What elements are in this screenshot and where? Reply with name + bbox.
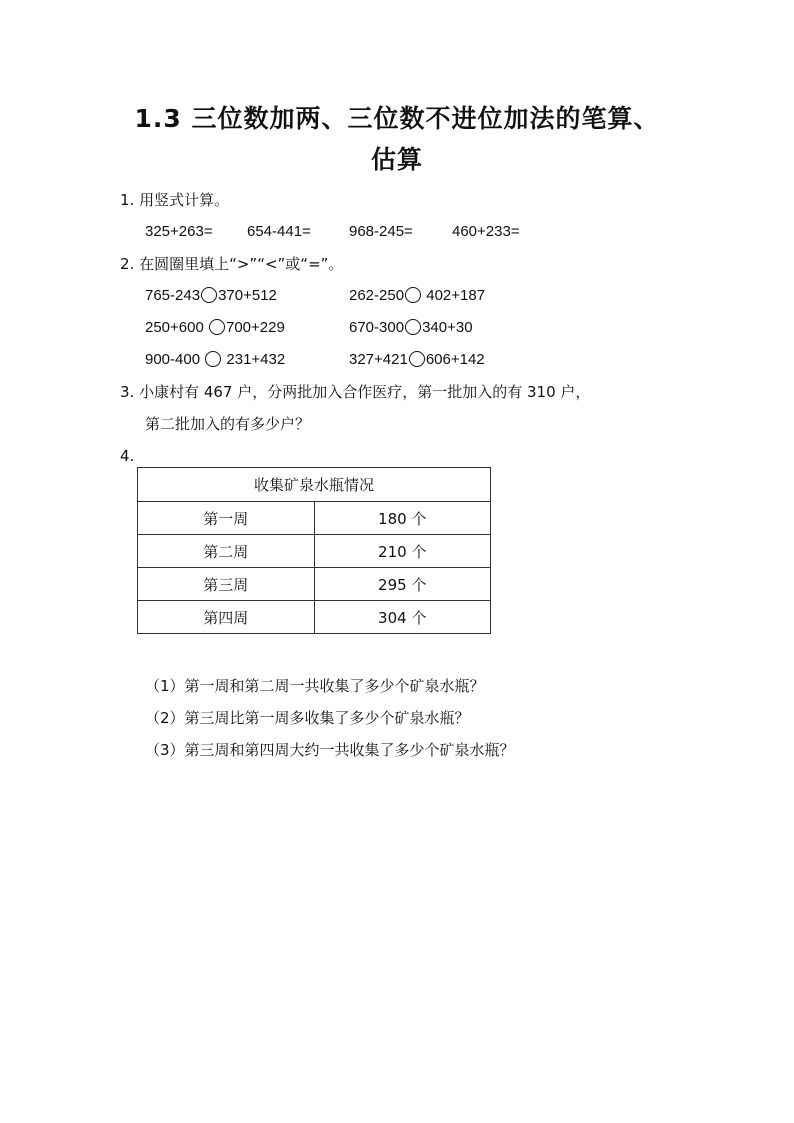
compare-item xyxy=(145,286,277,306)
compare-right: 606+142 xyxy=(425,351,485,368)
subquestion-2: （2）第三周比第一周多收集了多少个矿泉水瓶？ xyxy=(145,709,470,727)
compare-item xyxy=(145,318,285,338)
week-cell: 第一周 xyxy=(138,502,315,535)
compare-left: 900-400 xyxy=(145,351,205,368)
compare-left: 670-300 xyxy=(349,319,405,336)
calc-item-4: 460+233= xyxy=(452,223,520,240)
calc-item-2: 654-441= xyxy=(247,223,311,240)
compare-right: 231+432 xyxy=(222,351,286,368)
compare-left: 262-250 xyxy=(349,287,405,304)
compare-left: 327+421 xyxy=(349,351,408,368)
compare-left: 250+600 xyxy=(145,319,208,336)
week-cell: 第三周 xyxy=(138,568,315,601)
answer-circle[interactable] xyxy=(201,287,217,303)
question-1-label: 1. 用竖式计算。 xyxy=(120,191,230,209)
answer-circle[interactable] xyxy=(409,351,425,367)
question-4-label: 4. xyxy=(120,447,135,465)
subquestion-3: （3）第三周和第四周大约一共收集了多少个矿泉水瓶？ xyxy=(145,741,515,759)
question-3-line-1: 3. 小康村有 467 户，分两批加入合作医疗，第一批加入的有 310 户， xyxy=(120,383,591,401)
compare-right: 340+30 xyxy=(422,319,473,336)
calc-item-3: 968-245= xyxy=(349,223,413,240)
week-cell: 第二周 xyxy=(138,535,315,568)
bottle-collection-table xyxy=(137,467,491,634)
page-title-line-1: 1.3 三位数加两、三位数不进位加法的笔算、 xyxy=(134,104,660,133)
answer-circle[interactable] xyxy=(205,351,221,367)
table-row xyxy=(138,568,491,601)
question-3-line-2: 第二批加入的有多少户？ xyxy=(145,415,311,433)
compare-right: 700+229 xyxy=(225,319,285,336)
count-cell: 210 个 xyxy=(314,535,491,568)
compare-item xyxy=(145,350,285,370)
answer-circle[interactable] xyxy=(405,287,421,303)
compare-item xyxy=(349,318,473,338)
count-cell: 295 个 xyxy=(314,568,491,601)
compare-item xyxy=(349,286,485,306)
table-row xyxy=(138,601,491,634)
week-cell: 第四周 xyxy=(138,601,315,634)
question-2-label: 2. 在圆圈里填上“>”“<”或“=”。 xyxy=(120,255,344,273)
compare-right: 402+187 xyxy=(422,287,486,304)
compare-right: 370+512 xyxy=(218,287,277,304)
count-cell: 180 个 xyxy=(314,502,491,535)
answer-circle[interactable] xyxy=(209,319,225,335)
table-row xyxy=(138,535,491,568)
subquestion-1: （1）第一周和第二周一共收集了多少个矿泉水瓶？ xyxy=(145,677,485,695)
count-cell: 304 个 xyxy=(314,601,491,634)
calc-item-1: 325+263= xyxy=(145,223,213,240)
compare-left: 765-243 xyxy=(145,287,201,304)
page-title-line-2: 估算 xyxy=(370,145,423,174)
table-title-row xyxy=(138,468,491,502)
table-title: 收集矿泉水瓶情况 xyxy=(138,468,491,502)
table-row xyxy=(138,502,491,535)
answer-circle[interactable] xyxy=(405,319,421,335)
compare-item xyxy=(349,350,485,370)
